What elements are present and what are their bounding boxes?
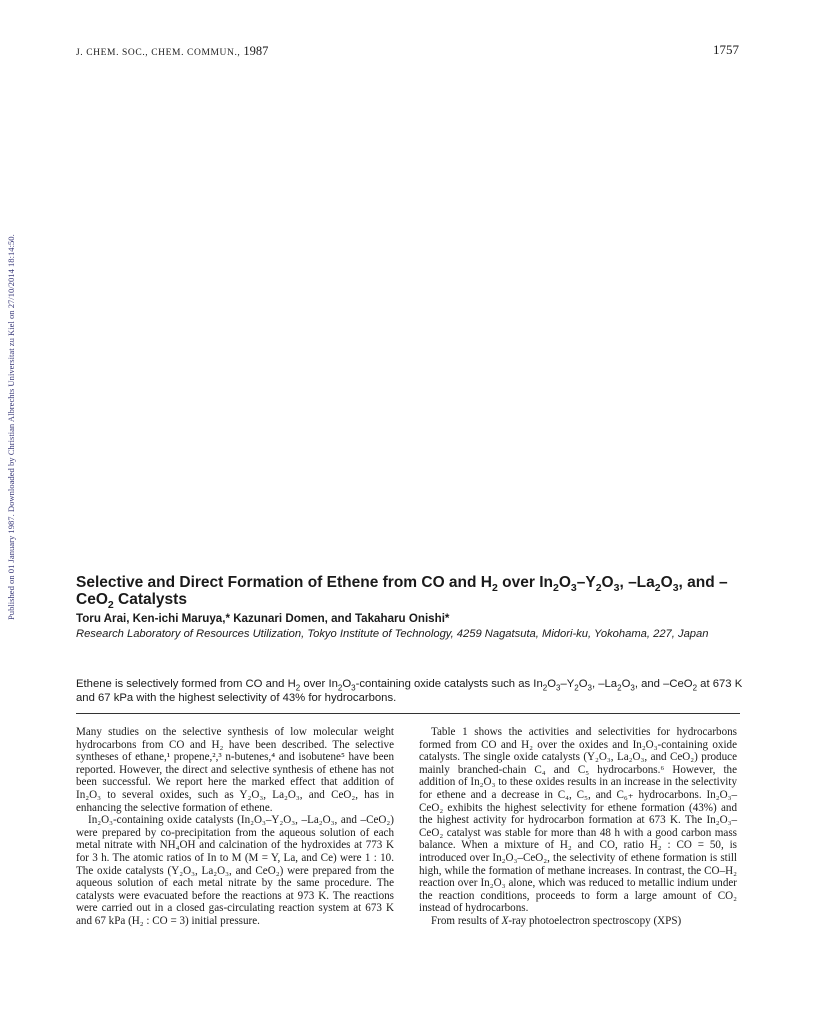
body-paragraph: Many studies on the selective synthesis of low molecular weight hydrocarbons from CO and H₂ have been described. The selective syntheses of ethane,¹ propene,²,³ n-butenes,⁴ and isobutene⁵ have been reported. However, the direct and selective synthesis of ethene has not been successful. We report here the marked effect that addition of In₂O₃ to several oxides, such as Y₂O₃, La₂O₃, and CeO₂, has in enhancing the selective formation of ethene. <box>76 726 394 814</box>
journal-citation: J. CHEM. SOC., CHEM. COMMUN., 1987 <box>76 44 269 58</box>
article-title: Selective and Direct Formation of Ethene from CO and $H_2$ over $In_2O_3-Y_2O_3$, $-La_2O_3$, and –CeO$_2$ Catalysts <box>76 574 728 612</box>
journal-year: 1987 <box>243 44 269 58</box>
body-paragraph: From results of X-ray photoelectron spectroscopy (XPS) <box>431 914 682 927</box>
body-paragraph: Table 1 shows the activities and selectivities for hydrocarbons formed from CO and H₂ over the oxides and In₂O₃-containing oxide catalysts. The single oxide catalysts (Y₂O₃, La₂O₃, and CeO₂) produce mainly branched-chain C₄ and C₅ hydrocarbons.⁶ However, the addition of In₂O₃ to these oxides results in an increase in the selectivity for ethene and a decrease in C₄, C₅, and C₆₊ hydrocarbons. In₂O₃–CeO₂ exhibits the highest selectivity for ethene formation (43%) and the highest activity for hydrocarbon formation at 673 K. The In₂O₃–CeO₂ catalyst was stable for more than 48 h with a good carbon mass balance. When a mixture of H₂ and CO, ratio H₂ : CO = 50, is introduced over In₂O₃–CeO₂, the selectivity of ethene formation is still high, while the formation of methane increases. In contrast, the CO–H₂ reaction over In₂O₃ alone, which was reduced to metallic indium under the reaction conditions, proceeds to form a large amount of CO₂ instead of hydrocarbons. <box>419 726 737 915</box>
author-list: Toru Arai, Ken-ichi Maruya,* Kazunari Domen, and Takaharu Onishi* <box>76 612 450 625</box>
running-header <box>76 44 739 62</box>
body-column-left <box>76 726 394 928</box>
page-number: 1757 <box>713 42 739 57</box>
article-heading <box>76 574 746 641</box>
abstract: Ethene is selectively formed from CO and $H_2$ over $In_2O_3$-containing oxide catalysts such as $In_2O_3-Y_2O_3$, $-La_2O_3$, and –CeO$_2$ at 673 K and 67 kPa with the highest selectivity of 43% for hydrocarbons. <box>76 678 743 704</box>
body-paragraph: In₂O₃-containing oxide catalysts (In₂O₃–Y₂O₃, –La₂O₃, and –CeO₂) were prepared by co-precipitation from the aqueous solution of each metal nitrate with NH₄OH and calcination of the hydroxides at 773 K for 3 h. The atomic ratios of In to M (M = Y, La, and Ce) were 1 : 10. The oxide catalysts (Y₂O₃, La₂O₃, and CeO₂) were prepared from the aqueous solution of each metal nitrate by the same procedure. The catalysts were evacuated before the reactions at 973 K. The reactions were carried out in a closed gas-circulating reaction system at 673 K and 67 kPa (H₂ : CO = 3) initial pressure. <box>76 814 394 927</box>
section-divider <box>76 713 740 714</box>
affiliation: Research Laboratory of Resources Utilization, Tokyo Institute of Technology, 4259 Nagatsuta, Midori-ku, Yokohama, 227, Japan <box>76 628 709 640</box>
download-watermark-text: Published on 01 January 1987. Downloaded by Christian Albrechts Universitat zu Kiel on 27/10/2014 18:14:50. <box>6 234 16 620</box>
download-watermark <box>4 160 18 630</box>
body-column-right <box>419 726 737 928</box>
